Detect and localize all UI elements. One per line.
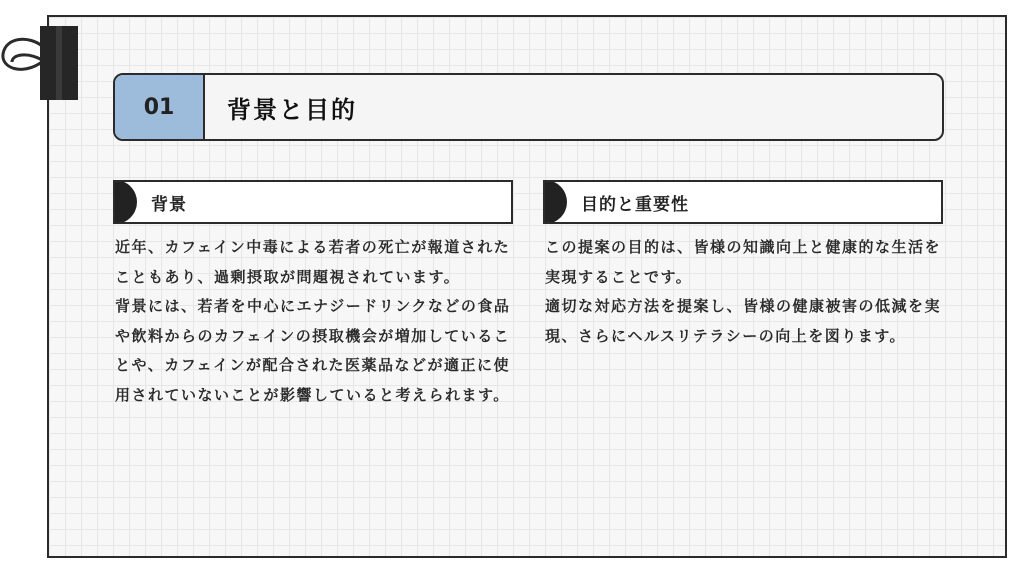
background-paragraph: 近年、カフェイン中毒による若者の死亡が報道されたこともあり、過剰摂取が問題視されています。 [115,238,511,286]
purpose-header-label: 目的と重要性 [581,194,689,215]
background-body [115,233,515,410]
half-circle-icon [113,180,137,224]
section-number: 01 [115,75,205,139]
half-circle-icon [543,180,567,224]
purpose-paragraph: 適切な対応方法を提案し、皆様の健康被害の低減を実現、さらにヘルスリテラシーの向上を図ります。 [545,297,942,345]
background-section-header [113,180,513,224]
purpose-body [545,233,945,351]
purpose-section-header [543,180,943,224]
title-bar [113,73,944,141]
background-header-label: 背景 [151,194,187,215]
purpose-paragraph: この提案の目的は、皆様の知識向上と健康的な生活を実現することです。 [545,238,942,286]
binder-clip-icon [0,22,84,106]
background-paragraph: 背景には、若者を中心にエナジードリンクなどの食品や飲料からのカフェインの摂取機会が増加していることや、カフェインが配合された医薬品などが適正に使用されていないことが影響していると考えられます。 [115,297,511,404]
page-title: 背景と目的 [227,95,357,124]
